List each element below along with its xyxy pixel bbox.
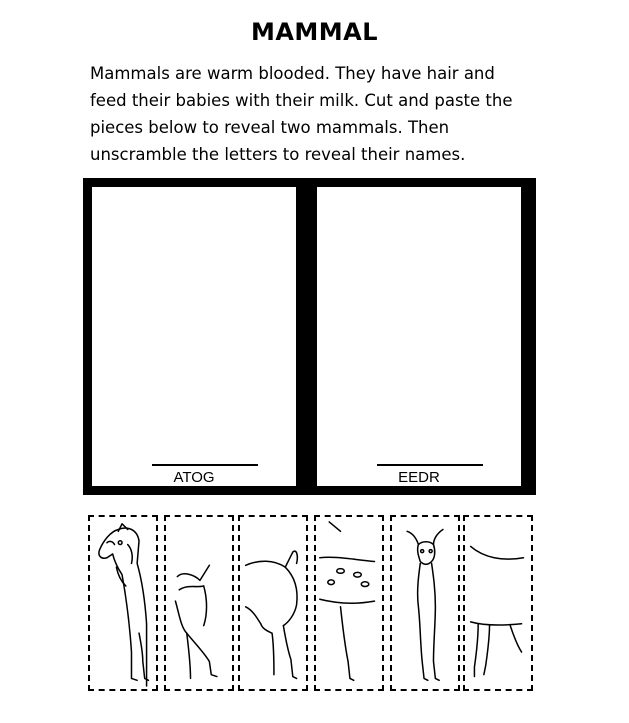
cutout-piece-deer-side[interactable] <box>314 515 384 691</box>
cutout-piece-deer-head[interactable] <box>390 515 460 691</box>
deer-head-front-legs-icon <box>392 517 458 689</box>
paste-panel-deer[interactable] <box>317 187 521 486</box>
answer-line[interactable] <box>377 464 483 466</box>
answer-line[interactable] <box>152 464 258 466</box>
paste-panel-goat[interactable] <box>92 187 296 486</box>
cutout-piece-goat-middle[interactable] <box>164 515 234 691</box>
scrambled-name-label: ATOG <box>173 469 215 486</box>
goat-head-front-legs-icon <box>90 517 156 689</box>
instructions-text <box>90 60 560 168</box>
cutout-piece-goat-head[interactable] <box>88 515 158 691</box>
deer-rear-icon <box>465 517 531 689</box>
goat-back-leg-icon <box>166 517 232 689</box>
instructions-line-2: feed their babies with their milk. Cut and paste the <box>90 91 513 110</box>
paste-area-frame <box>83 178 536 495</box>
worksheet-title: MAMMAL <box>250 18 379 46</box>
cutout-piece-goat-rear[interactable] <box>238 515 308 691</box>
scrambled-name-label: EEDR <box>398 469 440 486</box>
goat-rear-icon <box>240 517 306 689</box>
instructions-line-4: unscramble the letters to reveal their names. <box>90 145 466 164</box>
instructions-line-3: pieces below to reveal two mammals. Then <box>90 118 450 137</box>
cutout-piece-deer-rear[interactable] <box>463 515 533 691</box>
instructions-line-1: Mammals are warm blooded. They have hair and <box>90 64 495 83</box>
deer-spotted-side-icon <box>316 517 382 689</box>
